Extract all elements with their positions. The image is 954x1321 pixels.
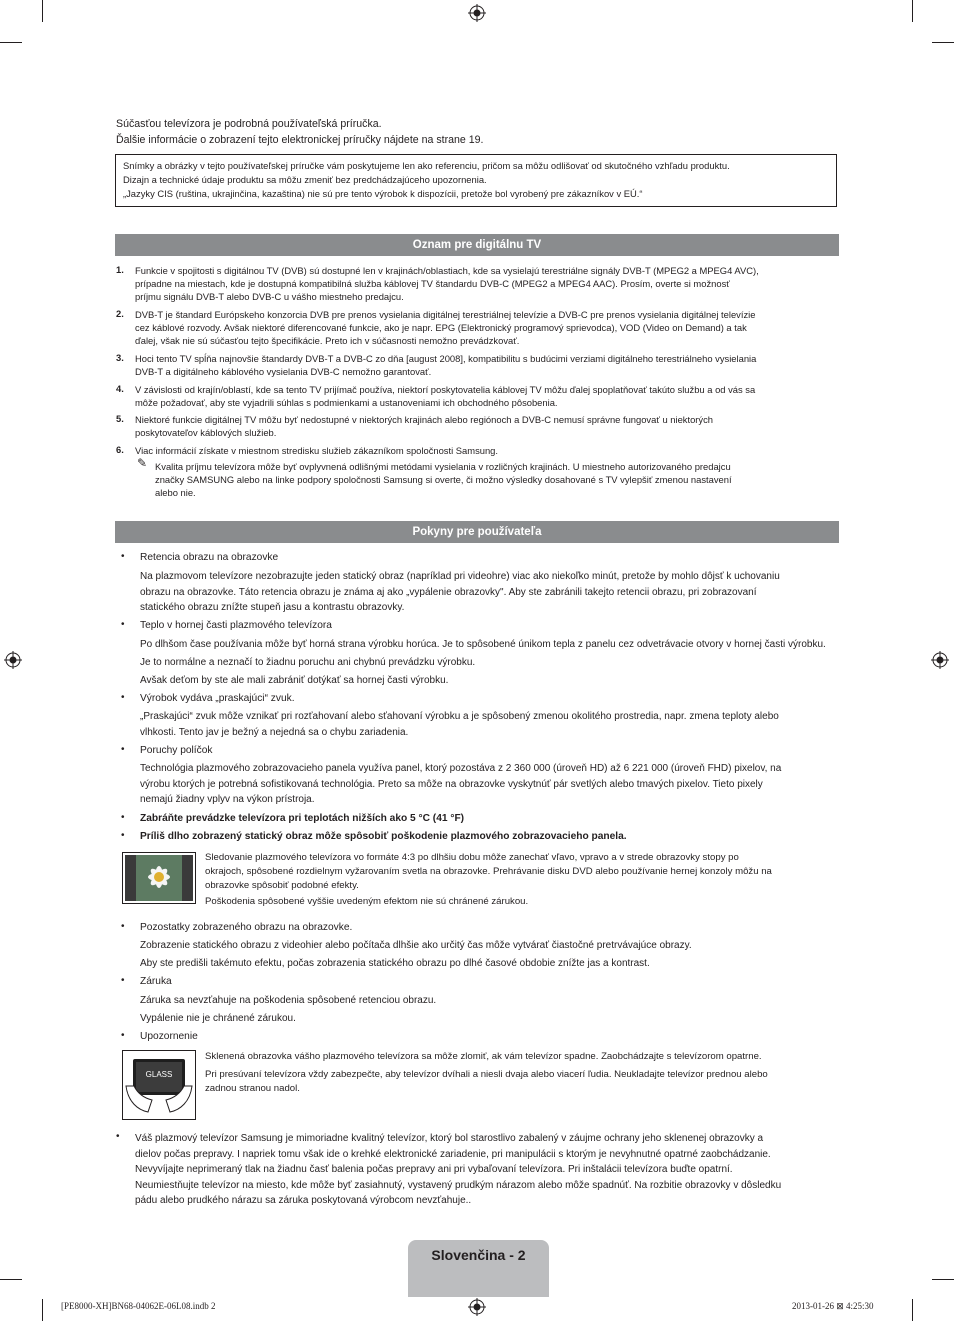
section-title-digital-tv: Oznam pre digitálnu TV <box>115 234 839 256</box>
note-pencil-icon: ✎ <box>137 456 148 470</box>
bullet-icon: • <box>121 830 125 841</box>
page-number-label: Slovenčina - 2 <box>431 1247 526 1263</box>
crop-mark <box>932 1279 954 1280</box>
crop-mark <box>0 1279 22 1280</box>
text-line: Po dlhšom čase používania môže byť horná strana výrobku horúca. Je to spôsobené únikom tepla z panelu cez odvetrávacie otvory v hornej časti výrobku. <box>140 639 826 650</box>
bullet-text <box>140 761 840 808</box>
list-item-line: poskytovateľov káblových služieb. <box>135 427 277 438</box>
text-line: obrazovke spôsobiť podobné efekty. <box>205 880 359 891</box>
list-item <box>135 413 713 439</box>
bullet-text <box>140 709 840 740</box>
list-item-line: cez káblové rozvody. Avšak niektoré diferencované funkcie, ako je napr. EPG (Elektronický programový sprievodca), VOD (Video on Demand) a tak <box>135 322 747 333</box>
list-item-line: prípadne na miestach, kde je dostupná kompatibilná služba káblovej TV štandardu DVB-C (MPEG2 a MPEG4 AAC). Prosím, overte si možnosť <box>135 278 730 289</box>
text-line: Avšak deťom by ste ale mali zabrániť dotýkať sa hornej časti výrobku. <box>140 675 449 686</box>
list-item-line: DVB-T a digitálneho káblového vysielania DVB-C nemožno garantovať. <box>135 366 432 377</box>
list-item-line: DVB-T je štandard Európskeho konzorcia DVB pre prenos vysielania digitálnej terestriálnej televízie a DVB-C pre prenos vysielania digitálnej televízie <box>135 309 756 320</box>
list-item-line: môže požadovať, aby ste vyjadrili súhlas s podmienkami a ustanoveniami ich obchodného pôsobenia. <box>135 397 558 408</box>
text-line: Poškodenia spôsobené vyššie uvedeným efektom nie sú chránené zárukou. <box>205 896 529 907</box>
list-number: 4. <box>116 383 124 394</box>
bullet-heading: Pozostatky zobrazeného obrazu na obrazovke. <box>140 922 353 933</box>
bullet-icon: • <box>121 975 125 986</box>
bullet-text <box>140 992 840 1028</box>
crop-mark <box>912 1299 913 1321</box>
list-item <box>135 383 755 409</box>
list-number: 6. <box>116 444 124 455</box>
note-line: Kvalita príjmu televízora môže byť ovplyvnená odlišnými metódami vysielania v rozličných krajinách. U miestneho autorizovaného predajcu <box>155 461 731 472</box>
text-line: Zobrazenie statického obrazu z videohier alebo počítača dlhšie ako určitý čas môže vytvárať čiastočné pretrvávajúce obrazy. <box>140 940 692 951</box>
page-footer-tab <box>408 1240 549 1297</box>
bullet-heading: Upozornenie <box>140 1031 198 1042</box>
bullet-heading: Príliš dlho zobrazený statický obraz môže spôsobiť poškodenie plazmového zobrazovacieho panela. <box>140 831 627 842</box>
text-line: Pri presúvaní televízora vždy zabezpečte, aby televízor dvíhali a niesli dvaja alebo viacerí ľudia. Neukladajte televízor prednou alebo <box>205 1069 768 1080</box>
text-line: Váš plazmový televízor Samsung je mimoriadne kvalitný televízor, ktorý bol starostlivo zabalený v záujme ochrany jeho sklenenej obrazovky a <box>135 1133 764 1144</box>
list-number: 2. <box>116 308 124 319</box>
list-item-line: príjmu signálu DVB-T alebo DVB-C u vášho miestneho predajcu. <box>135 291 404 302</box>
glass-label: GLASS <box>145 1070 173 1079</box>
crop-mark <box>0 42 22 43</box>
list-item-line: ďalej, však nie sú súčasťou tejto špecifikácie. Preto ich v súčasnosti nemožno prevádzkovať. <box>135 335 520 346</box>
bullet-icon: • <box>121 921 125 932</box>
note-line: alebo nie. <box>155 487 196 498</box>
text-line: vlhkosti. Tento jav je bežný a nejedná sa o chybu zariadenia. <box>140 726 409 738</box>
text-line: obrazu na obrazovke. Táto retencia obrazu je známa aj ako „vypálenie obrazovky". Aby ste zabránili takejto retencii obrazu, pri zobrazovaní <box>140 586 757 598</box>
image-caption <box>205 1050 768 1096</box>
print-info-date: 2013-01-26 ⊠ 4:25:30 <box>792 1301 874 1311</box>
list-number: 1. <box>116 264 124 275</box>
registration-mark-icon <box>468 4 486 22</box>
text-line: výrobu ktorých je potrebná sofistikovaná technológia. Preto sa môže na obrazovke vyskytnúť pár svetlých alebo tmavých pixelov. Tieto pixely <box>140 778 763 790</box>
list-number: 3. <box>116 352 124 363</box>
text-line: Aby ste predišli takémuto efektu, počas zobrazenia statického obrazu po dlhé časové obdobie znížte jas a kontrast. <box>140 958 650 969</box>
text-line: Technológia plazmového zobrazovacieho panela využíva panel, ktorý pozostáva z 2 360 000 (úroveň HD) až 6 221 000 (úroveň FHD) pixelov, na <box>140 763 782 774</box>
text-line: dielov počas prepravy. I napriek tomu však ide o krehké elektronické zariadenie, pri manipulácii s ktorým je nevyhnutné opatrné zaobchádzanie. <box>135 1148 771 1160</box>
text-line: Sklenená obrazovka vášho plazmového televízora sa môže zlomiť, ak vám televízor spadne. Zaobchádzajte s televízorom opatrne. <box>205 1051 762 1062</box>
bullet-text <box>140 569 840 616</box>
bullet-text <box>140 636 840 690</box>
note-line: značky SAMSUNG alebo na linke podpory spoločnosti Samsung si overte, či možno výsledky dosahované s TV vylepšiť zmenou nastavení <box>155 474 732 485</box>
list-item-line: Funkcie v spojitosti s digitálnou TV (DVB) sú dostupné len v krajinách/oblastiach, kde sa vysielajú terestriálne signály DVB-T (MPEG2 a MPEG4 AVC), <box>135 265 759 276</box>
text-line: Vypálenie nie je chránené zárukou. <box>140 1013 296 1024</box>
disclaimer-line: „Jazyky CIS (ruština, ukrajinčina, kazaština) nie sú pre tento výrobok k dispozícii, pretože bol vyrobený pre zákazníkov v EÚ.“ <box>123 188 643 199</box>
list-item-line: V závislosti od krajín/oblastí, kde sa tento TV prijímač používa, niektorí poskytovatelia káblovej TV môžu ďalej spoplatňovať takúto službu a od vás sa <box>135 384 756 395</box>
print-info-file: [PE8000-XH]BN68-04062E-06L08.indb 2 <box>61 1301 216 1311</box>
tv-aspect-ratio-image <box>122 852 196 904</box>
crop-mark <box>912 0 913 22</box>
crop-mark <box>42 0 43 22</box>
text-line: Na plazmovom televízore nezobrazujte jeden statický obraz (napríklad pri videohre) viac ako niekoľko minút, pretože by mohlo dôjsť k uchovaniu <box>140 571 780 582</box>
text-line: Neumiestňujte televízor na miesto, kde môže byť zasiahnutý, vystavený prudkým nárazom alebo môže spadnúť. Na rozbitie obrazovky v dôsledku <box>135 1179 782 1191</box>
list-item <box>135 444 498 457</box>
registration-mark-icon <box>4 651 22 669</box>
registration-mark-icon <box>468 1298 486 1316</box>
disclaimer-line: Snímky a obrázky v tejto používateľskej príručke vám poskytujeme len ako referenciu, pričom sa môžu odlišovať od skutočného vzhľadu produktu. <box>123 160 730 171</box>
text-line: nemajú žiadny vplyv na výkon prístroja. <box>140 794 315 805</box>
crop-mark <box>42 1299 43 1321</box>
image-caption <box>205 851 772 909</box>
disclaimer-line: Dizajn a technické údaje produktu sa môžu zmeniť bez predchádzajúceho upozornenia. <box>123 174 487 185</box>
text-line: okrajoch, spôsobené rozdielnym vyžarovaním svetla na obrazovke. Prehrávanie disku DVD alebo používanie hernej konzoly môžu na <box>205 866 772 877</box>
list-item <box>135 264 759 303</box>
bullet-icon: • <box>121 551 125 562</box>
list-item-line: Viac informácií získate v miestnom stredisku služieb zákazníkom spoločnosti Samsung. <box>135 445 498 456</box>
text-line: Je to normálne a neznačí to žiadnu poruchu ani chybnú prevádzku výrobku. <box>140 657 476 668</box>
intro-line: Ďalšie informácie o zobrazení tejto elektronickej príručky nájdete na strane 19. <box>116 134 484 146</box>
section-title-user-instructions: Pokyny pre používateľa <box>115 521 839 543</box>
crop-mark <box>932 42 954 43</box>
text-line: zadnou stranou nadol. <box>205 1083 300 1094</box>
bullet-icon: • <box>121 744 125 755</box>
list-item <box>135 352 756 378</box>
bullet-icon: • <box>121 619 125 630</box>
disclaimer-box <box>115 154 837 207</box>
list-number: 5. <box>116 413 124 424</box>
list-item-line: Hoci tento TV spĺňa najnovšie štandardy DVB-T a DVB-C zo dňa [august 2008], kompatibilitu s budúcimi verziami digitálneho terestriálneho vysielania <box>135 353 757 364</box>
intro-line: Súčasťou televízora je podrobná používateľská príručka. <box>116 118 382 130</box>
bullet-icon: • <box>116 1131 120 1142</box>
registration-mark-icon <box>931 651 949 669</box>
text-line: Nevyvíjajte neprimeraný tlak na žiadnu časť balenia počas prepravy ani pri vybaľovaní televízora. Pri inštalácii televízora buďte opatrní. <box>135 1164 733 1175</box>
bullet-icon: • <box>121 1030 125 1041</box>
bullet-icon: • <box>121 812 125 823</box>
text-line: statického obrazu znížte stupeň jasu a kontrastu obrazovky. <box>140 602 405 613</box>
bullet-heading: Teplo v hornej časti plazmového televízora <box>140 620 332 631</box>
text-line: pádu alebo prudkého nárazu sa záruka poskytovaná výrobcom nevzťahuje.. <box>135 1195 472 1206</box>
bullet-heading: Zabráňte prevádzke televízora pri teplotách nižších ako 5 °C (41 °F) <box>140 813 465 824</box>
bullet-icon: • <box>121 692 125 703</box>
text-line: Sledovanie plazmového televízora vo formáte 4:3 po dlhšiu dobu môže zanechať vľavo, vpravo a v strede obrazovky stopy po <box>205 852 739 863</box>
bullet-text <box>135 1131 835 1209</box>
text-line: „Praskajúci“ zvuk môže vznikať pri rozťahovaní alebo sťahovaní výrobku a je spôsobený zmenou okolitého prostredia, napr. zmena teploty alebo <box>140 711 779 722</box>
glass-warning-image <box>122 1050 196 1120</box>
bullet-heading: Poruchy políčok <box>140 745 213 756</box>
note-text <box>155 460 732 499</box>
list-item-line: Niektoré funkcie digitálnej TV môžu byť nedostupné v niektorých krajinách alebo regiónoch a DVB-C nemusí správne fungovať u niektorých <box>135 414 714 425</box>
bullet-heading: Záruka <box>140 976 172 987</box>
bullet-heading: Retencia obrazu na obrazovke <box>140 552 279 563</box>
text-line: Záruka sa nevzťahuje na poškodenia spôsobené retenciou obrazu. <box>140 995 437 1006</box>
list-item <box>135 308 755 347</box>
bullet-text <box>140 937 840 973</box>
bullet-heading: Výrobok vydáva „praskajúci“ zvuk. <box>140 693 295 704</box>
